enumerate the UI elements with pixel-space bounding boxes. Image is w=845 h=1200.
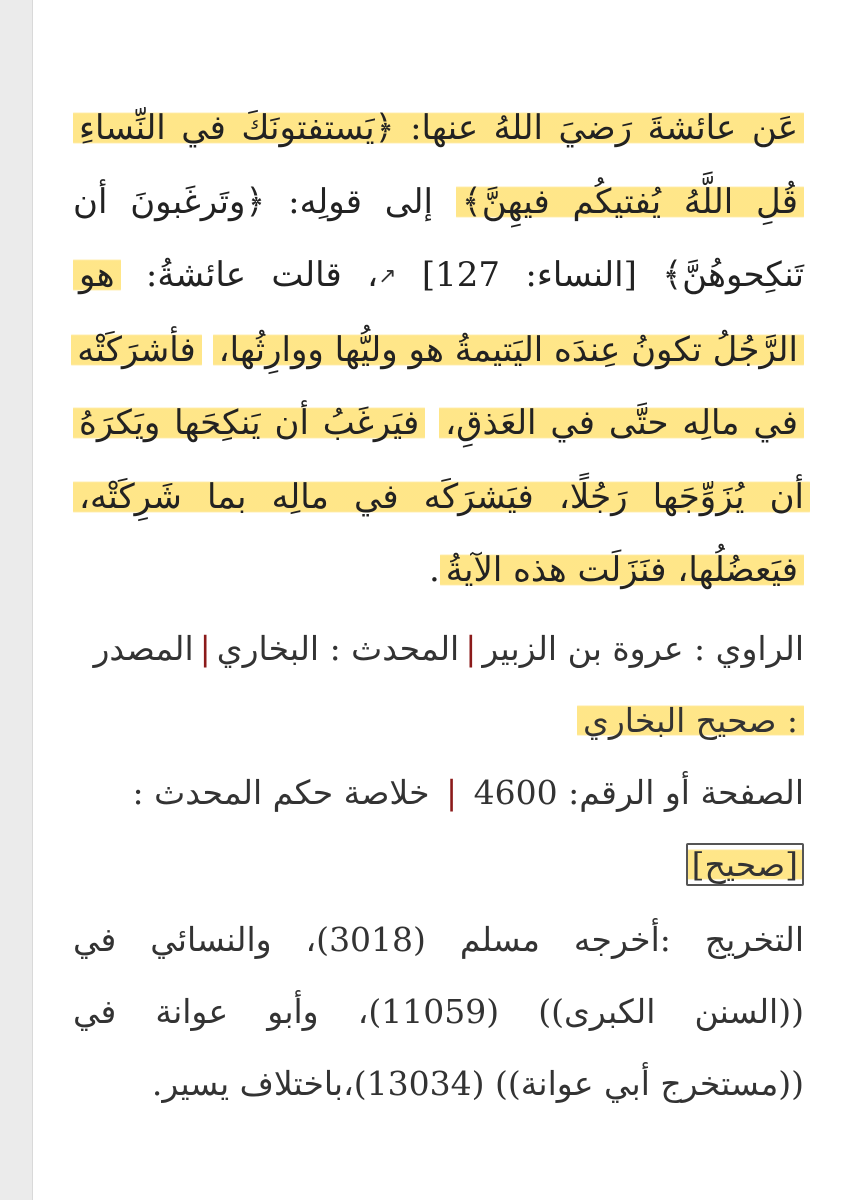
verse-reference[interactable] (378, 255, 637, 295)
source-value[interactable]: : صحيح البخاري (577, 701, 804, 740)
verse-reference-label[interactable]: [النساء: 127] (421, 255, 637, 295)
source-label: المصدر (93, 629, 194, 668)
external-link-icon[interactable]: ↗ (378, 264, 397, 290)
content-card (32, 0, 845, 1200)
takhrij-text: التخريج :أخرجه مسلم (3018)، والنسائي في ((السنن الكبرى)) (11059)، وأبو عوانة في ((مستخرج أبي عوانة)) (13034)،باختلاف يسير. (73, 920, 804, 1103)
narrator-label: الراوي : (694, 629, 804, 668)
narrator-value[interactable]: عروة بن الزبير (482, 629, 684, 668)
separator: | (465, 629, 477, 668)
until-his-saying: إلى قولِه: (288, 181, 433, 222)
meta-line-1 (73, 613, 804, 685)
muhaddith-value[interactable]: البخاري (216, 629, 320, 668)
hadith-text (73, 92, 804, 608)
meta-line-3 (73, 757, 804, 829)
meta-line-4 (73, 829, 804, 901)
separator: | (199, 629, 211, 668)
ruling-label: خلاصة حكم المحدث : (132, 773, 430, 812)
hadith-intro: عَن عائشةَ رَضيَ اللهُ عنها: (410, 108, 798, 148)
verse-2: ﴿وتَرغَبونَ أن تَنكِحوهُنَّ﴾ (73, 181, 804, 295)
hadith-metadata (73, 613, 804, 901)
end-dot: . (428, 550, 440, 591)
page-label: الصفحة أو الرقم: (568, 773, 804, 812)
highlight-3: فيَرغَبُ أن يَنكِحَها ويَكرَهُ أن يُزَوِّجَها رَجُلًا، فيَشرَكَه في مالِه بما شَرِكَتْه، (73, 403, 810, 517)
muhaddith-label: المحدث : (329, 629, 460, 668)
highlight-1: هو الرَّجُلُ تكونُ عِندَه اليَتيمةُ هو وليُّها ووارِثُها، (73, 255, 804, 370)
said-aisha: ، قالت عائشةُ: (145, 255, 379, 295)
page-number: 4600 (473, 773, 558, 812)
verse-1: ﴿يَستفتونَكَ في النِّساءِ قُلِ اللَّهُ يُفتيكُم فيهِنَّ﴾ (79, 108, 799, 222)
separator: | (445, 773, 458, 812)
highlight-2: فأشرَكَتْه في مالِه حتَّى في العَذقِ، (71, 330, 804, 444)
ruling-value: [صحيح] (686, 843, 804, 886)
highlight-4: فيَعضُلُها، فنَزَلَت هذه الآيةُ (440, 550, 804, 590)
meta-line-2 (73, 685, 804, 757)
